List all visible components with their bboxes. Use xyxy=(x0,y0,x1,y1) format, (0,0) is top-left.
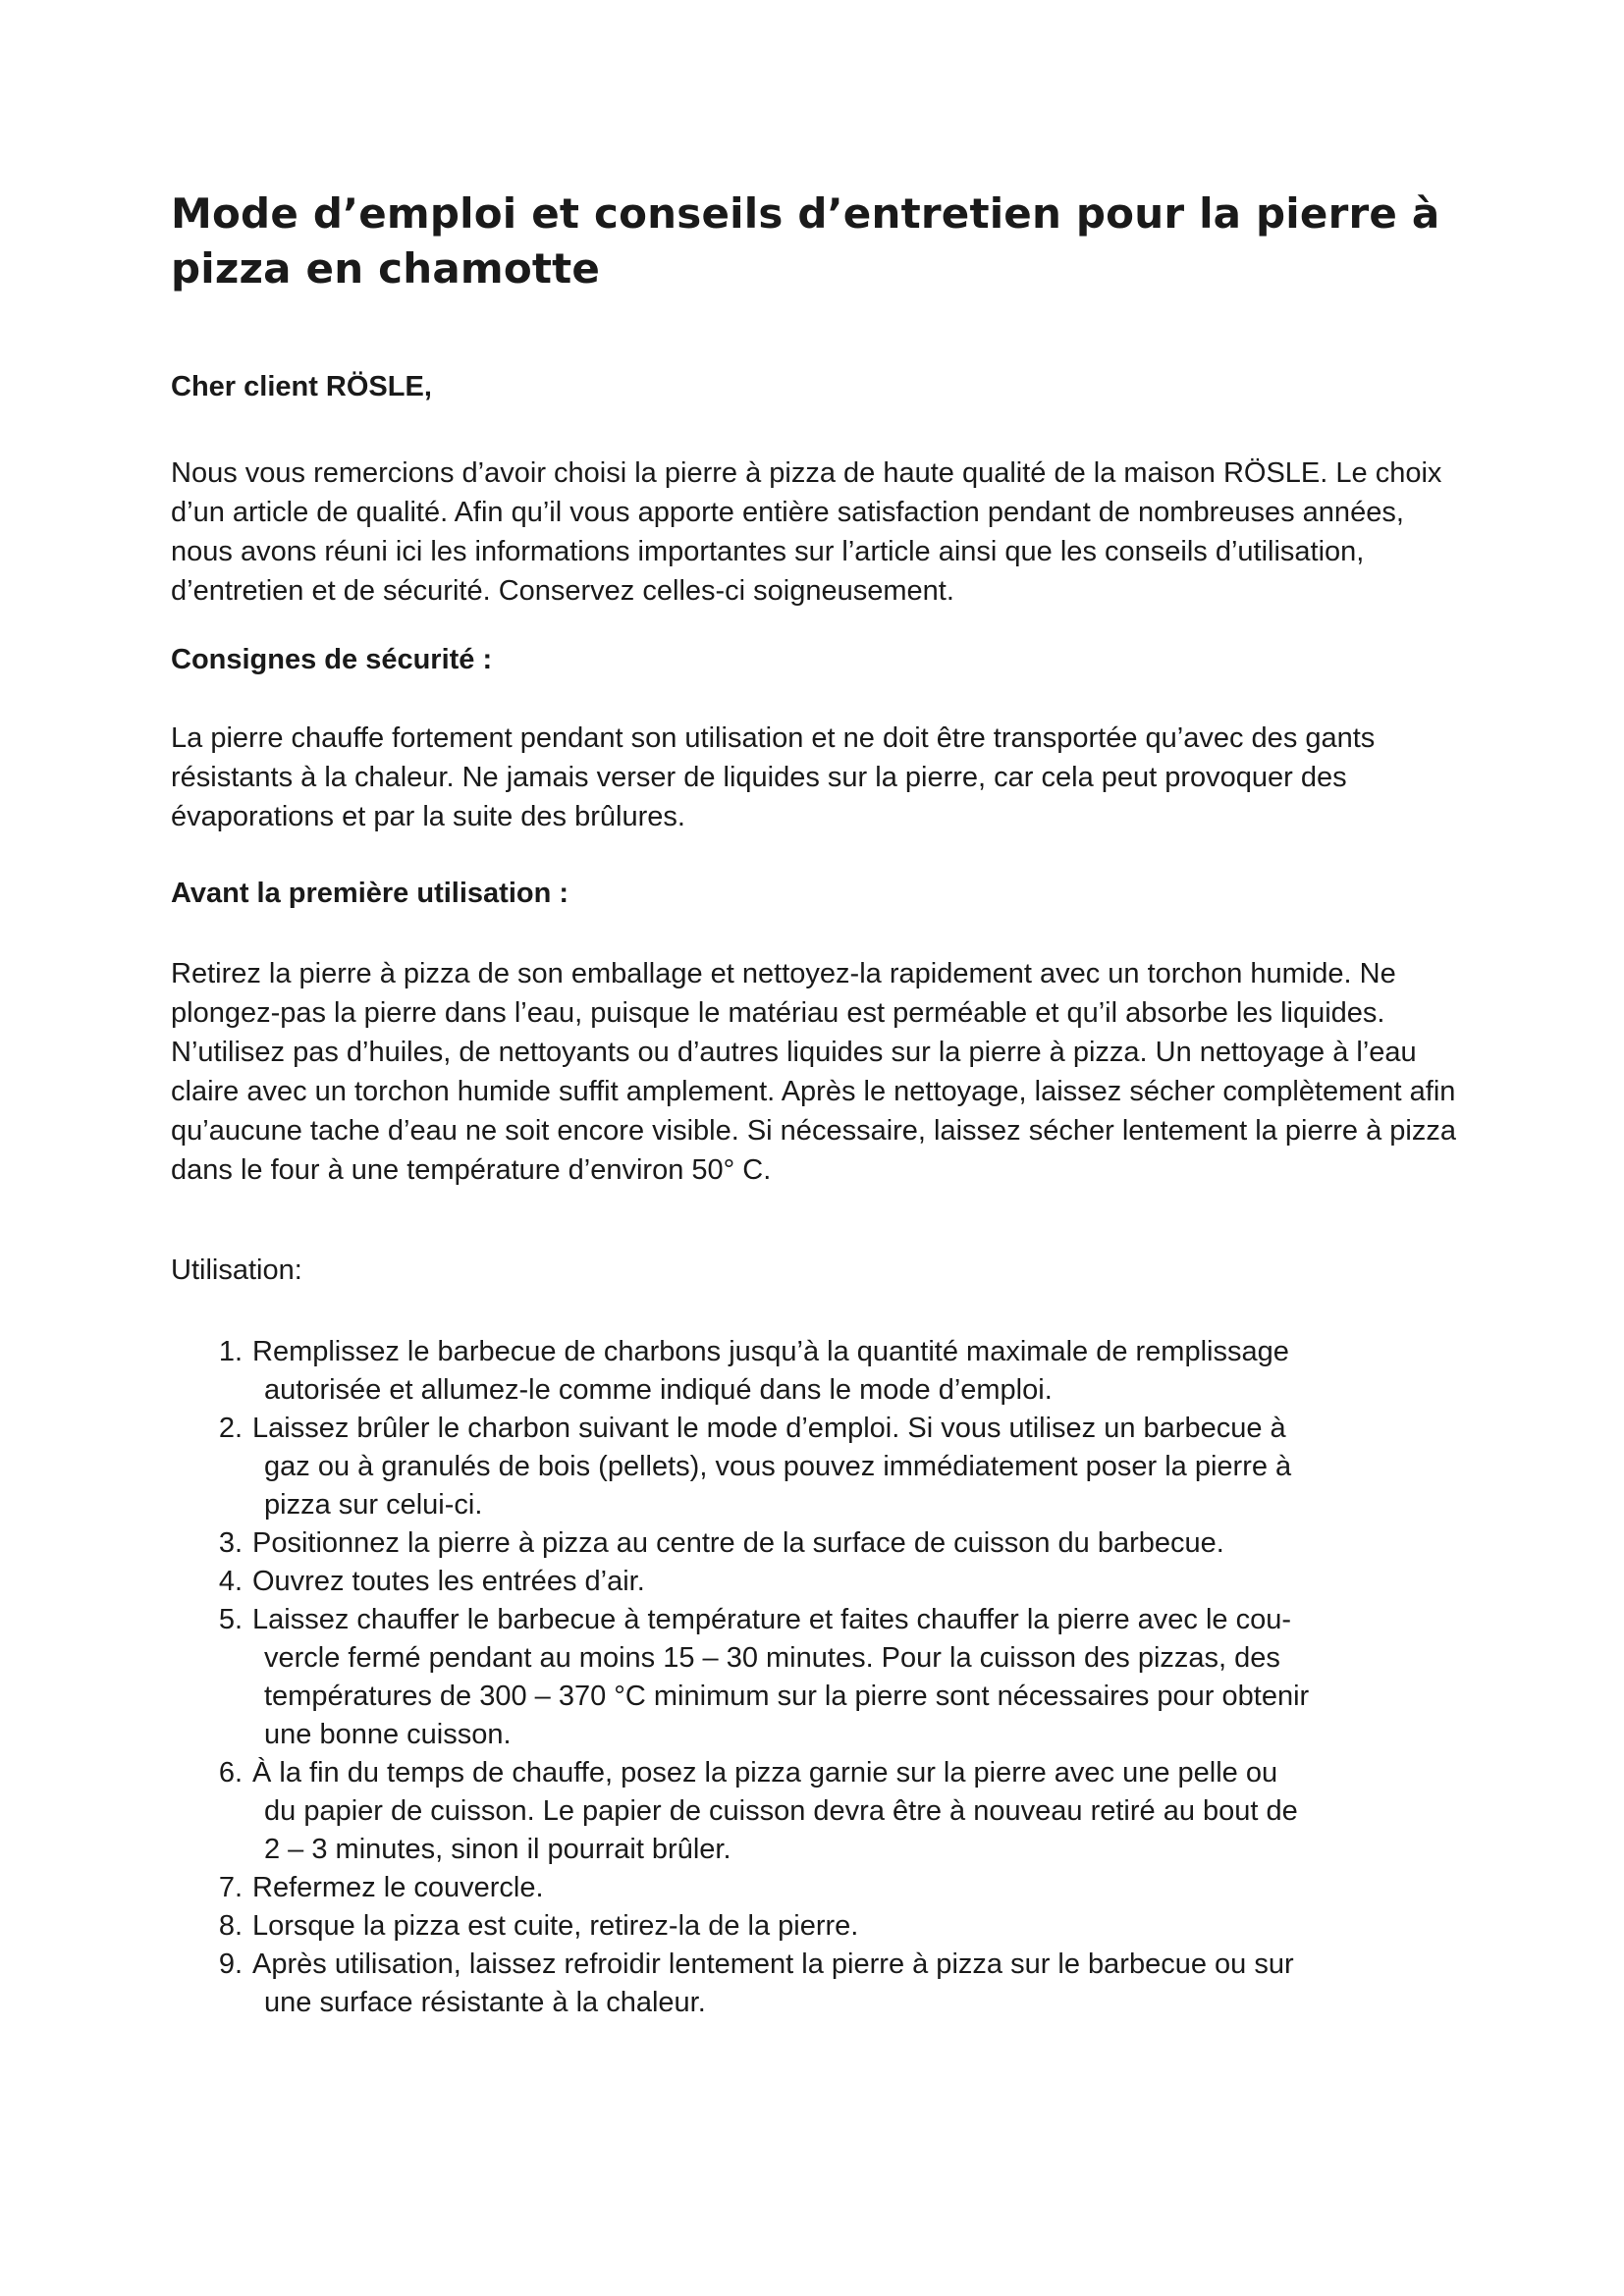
step-text xyxy=(252,1601,1467,1754)
usage-heading: Utilisation: xyxy=(171,1255,302,1286)
usage-step xyxy=(171,1754,1467,1869)
step-text xyxy=(252,1946,1467,2022)
step-number: 8. xyxy=(218,1910,243,1942)
usage-step xyxy=(171,1333,1467,1410)
usage-step xyxy=(171,1410,1467,1524)
step-number: 1. xyxy=(218,1336,243,1367)
step-number: 9. xyxy=(218,1949,243,1980)
step-line: Refermez le couvercle. xyxy=(252,1872,544,1903)
usage-step xyxy=(171,1907,1467,1946)
step-text xyxy=(252,1754,1467,1869)
step-line: À la fin du temps de chauffe, posez la pizza garnie sur la pierre avec une pelle ou xyxy=(252,1757,1278,1789)
usage-step xyxy=(171,1946,1467,2022)
before-use-heading: Avant la première utilisation : xyxy=(171,878,569,909)
step-line: Laissez brûler le charbon suivant le mode d’emploi. Si vous utilisez un barbecue à xyxy=(252,1413,1286,1444)
before-use-paragraph: Retirez la pierre à pizza de son emballage et nettoyez-la rapidement avec un torchon humide. Ne plongez-pas la pierre dans l’eau, puisque le matériau est perméable et qu’il absorbe les liquides. N’utilisez pas d’huiles, de nettoyants ou d’autres liquides sur la pierre à pizza. Un nettoyage à l’eau claire avec un torchon humide suffit amplement. Après le nettoyage, laissez sécher complètement afin qu’aucune tache d’eau ne soit encore visible. Si nécessaire, laissez sécher lentement la pierre à pizza dans le four à une température d’environ 50° C. xyxy=(171,958,1456,1186)
step-number: 4. xyxy=(218,1566,243,1597)
intro-paragraph: Nous vous remercions d’avoir choisi la pierre à pizza de haute qualité de la maison RÖSLE. Le choix d’un article de qualité. Afin qu’il vous apporte entière satisfaction pendant de nombreuses années, nous avons réuni ici les informations importantes sur l’article ainsi que les conseils d’utilisation, d’entretien et de sécurité. Conservez celles-ci soigneusement. xyxy=(171,457,1442,607)
step-text xyxy=(252,1410,1467,1524)
greeting: Cher client RÖSLE, xyxy=(171,371,432,402)
step-number: 3. xyxy=(218,1527,243,1559)
step-line: Laissez chauffer le barbecue à température et faites chauffer la pierre avec le cou- xyxy=(252,1604,1292,1635)
usage-step xyxy=(171,1524,1467,1563)
usage-step xyxy=(171,1563,1467,1601)
step-line: du papier de cuisson. Le papier de cuisson devra être à nouveau retiré au bout de xyxy=(264,1795,1298,1827)
step-text xyxy=(252,1524,1467,1563)
safety-heading: Consignes de sécurité : xyxy=(171,644,493,675)
safety-paragraph: La pierre chauffe fortement pendant son utilisation et ne doit être transportée qu’avec des gants résistants à la chaleur. Ne jamais verser de liquides sur la pierre, car cela peut provoquer des évaporations et par la suite des brûlures. xyxy=(171,722,1376,832)
usage-step xyxy=(171,1601,1467,1754)
step-text xyxy=(252,1869,1467,1907)
step-line: une surface résistante à la chaleur. xyxy=(264,1987,706,2018)
step-line: autorisée et allumez-le comme indiqué dans le mode d’emploi. xyxy=(264,1374,1053,1406)
step-line: gaz ou à granulés de bois (pellets), vous pouvez immédiatement poser la pierre à xyxy=(264,1451,1292,1482)
step-line: 2 – 3 minutes, sinon il pourrait brûler. xyxy=(264,1834,731,1865)
step-line: Remplissez le barbecue de charbons jusqu’à la quantité maximale de remplissage xyxy=(252,1336,1289,1367)
step-line: Ouvrez toutes les entrées d’air. xyxy=(252,1566,645,1597)
step-line: températures de 300 – 370 °C minimum sur la pierre sont nécessaires pour obtenir xyxy=(264,1681,1310,1712)
page-title: Mode d’emploi et conseils d’entretien pour la pierre à pizza en chamotte xyxy=(171,189,1440,293)
step-text xyxy=(252,1907,1467,1946)
step-text xyxy=(252,1563,1467,1601)
step-text xyxy=(252,1333,1467,1410)
step-number: 6. xyxy=(218,1757,243,1789)
step-line: vercle fermé pendant au moins 15 – 30 minutes. Pour la cuisson des pizzas, des xyxy=(264,1642,1280,1674)
document-page xyxy=(171,187,1467,2018)
step-line: Après utilisation, laissez refroidir lentement la pierre à pizza sur le barbecue ou sur xyxy=(252,1949,1294,1980)
step-line: une bonne cuisson. xyxy=(264,1719,512,1750)
step-line: Positionnez la pierre à pizza au centre de la surface de cuisson du barbecue. xyxy=(252,1527,1224,1559)
usage-step xyxy=(171,1869,1467,1907)
step-line: pizza sur celui-ci. xyxy=(264,1489,483,1521)
step-line: Lorsque la pizza est cuite, retirez-la de la pierre. xyxy=(252,1910,859,1942)
step-number: 2. xyxy=(218,1413,243,1444)
step-number: 7. xyxy=(218,1872,243,1903)
step-number: 5. xyxy=(218,1604,243,1635)
usage-steps-list xyxy=(171,1333,1467,2022)
